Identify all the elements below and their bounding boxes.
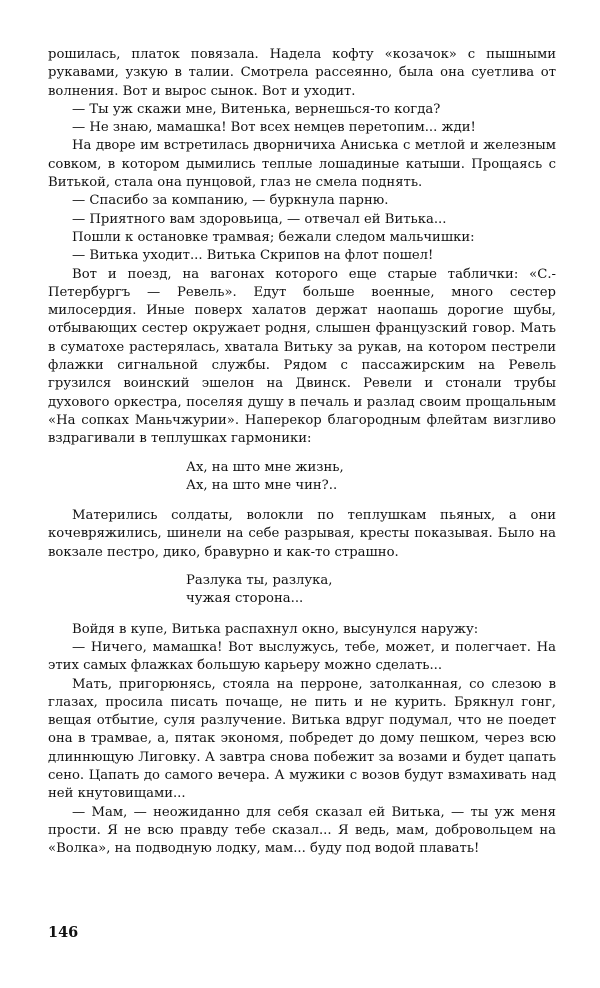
paragraph: рошилась, платок повязала. Надела кофту «козачок» с пышными рукавами, узкую в талии. Смотрела рассеянно, была она суетлива от волнения. Вот и вырос сынок. Вот и уходит. [48,47,556,99]
paragraph: — Не знаю, мамашка! Вот всех немцев перетопим... жди! [72,120,476,136]
text-block-a [48,46,556,449]
paragraph: На дворе им встретилась дворничиха Аниська с метлой и железным совком, в котором дымились теплые лошадиные катыши. Прощаясь с Витькой, стала она пунцовой, глаз не смела поднять. [48,138,556,191]
paragraph: Пошли к остановке трамвая; бежали следом мальчишки: [72,229,475,245]
text-block-c [48,621,556,859]
page-text [48,46,556,858]
paragraph: — Спасибо за компанию, — буркнула парню. [72,193,389,209]
verse-line: Ах, на што мне жизнь, [186,459,344,475]
paragraph: — Мам, — неожиданно для себя сказал ей Витька, — ты уж меня прости. Я не всю правду тебе сказал... Я ведь, мам, добровольцем на «Волка», на подводную лодку, мам... буду под водой плавать! [48,804,556,857]
verse-block-1 [186,459,556,496]
verse-block-2 [186,572,556,609]
paragraph: — Витька уходит... Витька Скрипов на флот пошел! [72,248,434,264]
paragraph: Матерились солдаты, волокли по теплушкам пьяных, а они кочевряжились, шинели на себе разрывая, кресты показывая. Было на вокзале пестро, дико, бравурно и как-то страшно. [48,508,556,560]
verse-line: Ах, на што мне чин?.. [186,477,338,493]
paragraph: Мать, пригорюнясь, стояла на перроне, затолканная, со слезою в глазах, просила писать почаще, не пить и не курить. Брякнул гонг, вещая отбытие, суля разлучение. Витька вдруг подумал, что не поедет она в трамвае, а, пятак экономя, побредет до дому пешком, через всю длиннющую Лиговку. А завтра снова побежит за возами и будет цапать сено. Цапать до самого вечера. А мужики с возов будут взмахивать над ней кнутовищами... [48,676,556,802]
verse-line: чужая сторона... [186,591,304,607]
text-block-b [48,507,556,562]
page-number: 146 [48,924,79,941]
paragraph: — Ты уж скажи мне, Витенька, вернешься-то когда? [72,101,441,117]
paragraph: — Ничего, мамашка! Вот выслужусь, тебе, может, и полегчает. На этих самых флажках большую карьеру можно сделать... [48,639,556,674]
verse-line: Разлука ты, разлука, [186,573,333,589]
paragraph: Войдя в купе, Витька распахнул окно, высунулся наружу: [72,621,479,637]
paragraph: Вот и поезд, на вагонах которого еще старые таблички: «С.-Петербургъ — Ревель». Едут больше военные, много сестер милосердия. Иные поверх халатов держат наопашь дорогие шубы, отбывающих сестер окружает родня, слышен французский говор. Мать в суматохе растерялась, хватала Витьку за рукав, на котором пестрели флажки сигнальной службы. Рядом с пассажирским на Ревель грузился воинский эшелон на Двинск. Ревели и стонали трубы духового оркестра, поселяя душу в печаль и разлад своим прощальным «На сопках Маньчжурии». Наперекор благородным флейтам визгливо вздрагивали в теплушках гармоники: [48,266,556,447]
paragraph: — Приятного вам здоровьица, — отвечал ей Витька... [72,211,447,227]
